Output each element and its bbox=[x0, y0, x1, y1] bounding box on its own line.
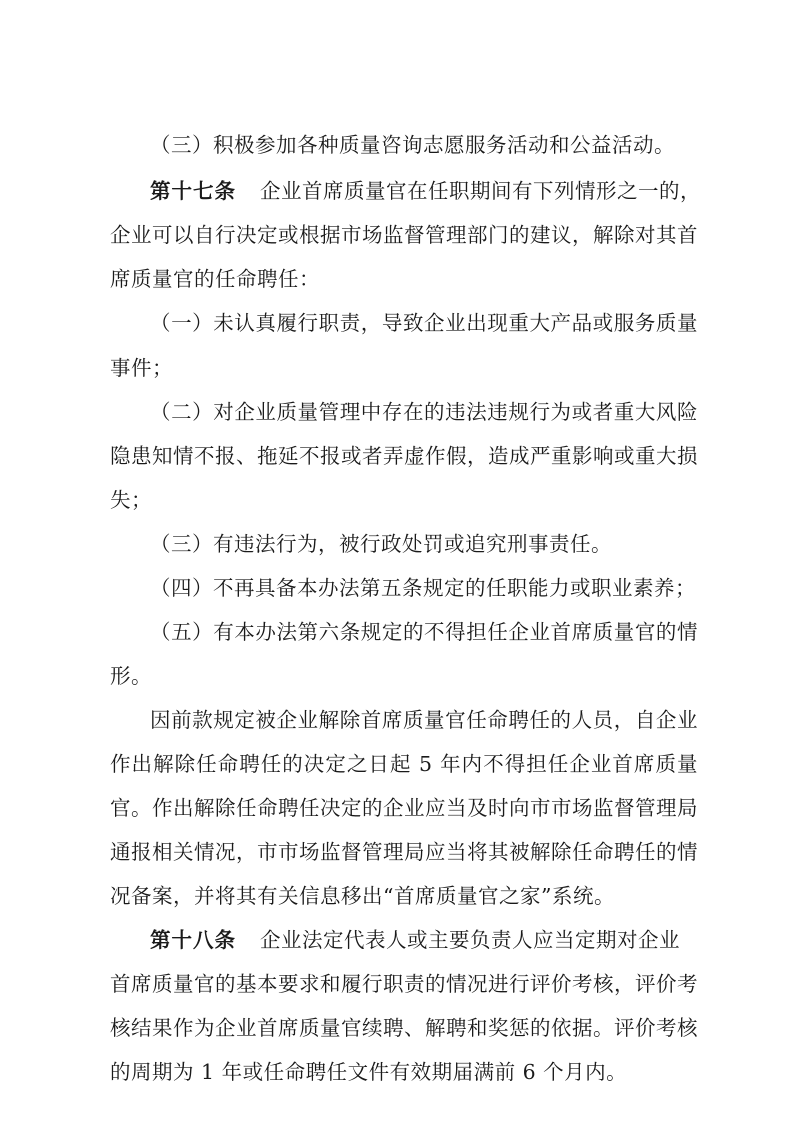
text-line: 通报相关情况，市市场监督管理局应当将其被解除任命聘任的情 bbox=[110, 840, 698, 864]
text-line: 因前款规定被企业解除首席质量官任命聘任的人员，自企业 bbox=[150, 708, 698, 732]
text-line: （二）对企业质量管理中存在的违法违规行为或者重大风险 bbox=[150, 400, 698, 424]
text-line: 企业法定代表人或主要负责人应当定期对企业 bbox=[260, 928, 680, 952]
text-line: 席质量官的任命聘任： bbox=[110, 267, 320, 291]
text-line: （一）未认真履行职责，导致企业出现重大产品或服务质量 bbox=[150, 311, 698, 335]
text-line: 首席质量官的基本要求和履行职责的情况进行评价考核，评价考 bbox=[110, 972, 698, 996]
text-line: 官。作出解除任命聘任决定的企业应当及时向市市场监督管理局 bbox=[110, 796, 698, 820]
text-line: 况备案，并将其有关信息移出“首席质量官之家”系统。 bbox=[110, 884, 615, 908]
text-line: （五）有本办法第六条规定的不得担任企业首席质量官的情 bbox=[150, 620, 698, 644]
text-line: （四）不再具备本办法第五条规定的任职能力或职业素养； bbox=[150, 576, 696, 600]
text-line: 事件； bbox=[110, 356, 173, 380]
text-line: （三）有违法行为，被行政处罚或追究刑事责任。 bbox=[150, 532, 612, 556]
text-line: （三）积极参加各种质量咨询志愿服务活动和公益活动。 bbox=[150, 133, 675, 157]
text-line: 的周期为 1 年或任命聘任文件有效期届满前 6 个月内。 bbox=[110, 1060, 628, 1084]
text-line: 企业可以自行决定或根据市场监督管理部门的建议，解除对其首 bbox=[110, 223, 698, 247]
article-17-heading: 第十七条 bbox=[150, 179, 236, 203]
article-18-heading: 第十八条 bbox=[150, 928, 236, 952]
text-line: 形。 bbox=[110, 664, 152, 688]
text-line: 隐患知情不报、拖延不报或者弄虚作假，造成严重影响或重大损 bbox=[110, 444, 698, 468]
text-line: 企业首席质量官在任职期间有下列情形之一的， bbox=[260, 179, 701, 203]
text-line: 核结果作为企业首席质量官续聘、解聘和奖惩的依据。评价考核 bbox=[110, 1016, 698, 1040]
article-17-first-line bbox=[150, 177, 701, 205]
article-18-first-line bbox=[150, 926, 698, 954]
text-line: 作出解除任命聘任的决定之日起 5 年内不得担任企业首席质量 bbox=[110, 752, 698, 776]
text-line: 失； bbox=[110, 488, 152, 512]
